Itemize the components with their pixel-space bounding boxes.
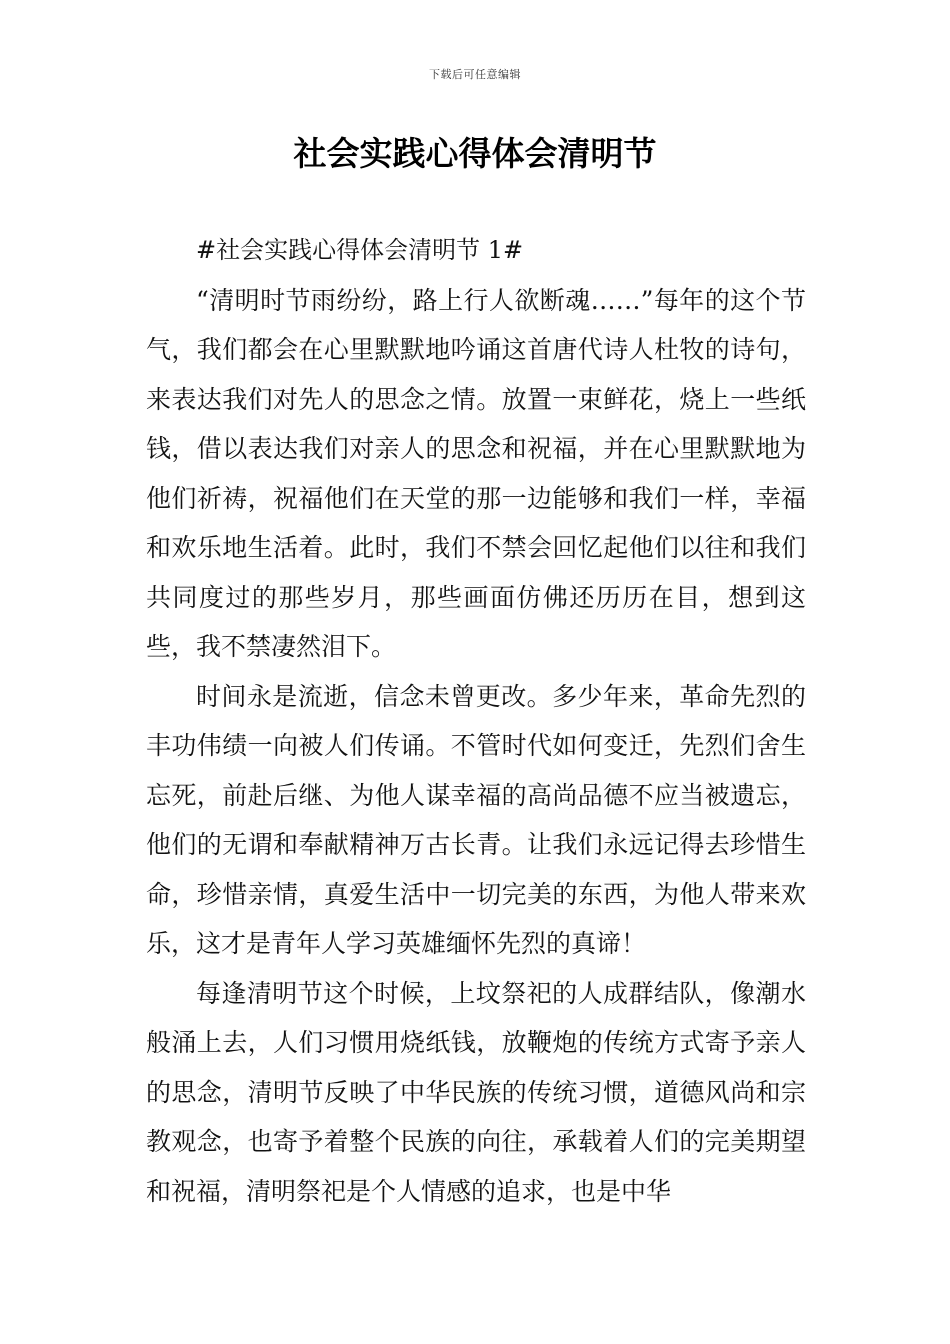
- paragraph-3: 每逢清明节这个时候，上坟祭祀的人成群结队，像潮水般涌上去，人们习惯用烧纸钱，放鞭炮的传统方式寄予亲人的思念，清明节反映了中华民族的传统习惯，道德风尚和宗教观念，也寄予着整个民族的向往，承载着人们的完美期望和祝福，清明祭祀是个人情感的追求，也是中华: [146, 978, 806, 1206]
- paragraph-2: 时间永是流逝，信念未曾更改。多少年来，革命先烈的丰功伟绩一向被人们传诵。不管时代如何变迁，先烈们舍生忘死，前赴后继、为他人谋幸福的高尚品德不应当被遗忘，他们的无谓和奉献精神万古长青。让我们永远记得去珍惜生命，珍惜亲情，真爱生活中一切完美的东西，为他人带来欢乐，这才是青年人学习英雄缅怀先烈的真谛！: [146, 681, 806, 958]
- header-note: 下载后可任意编辑: [429, 68, 521, 81]
- paragraph-1: “清明时节雨纷纷，路上行人欲断魂……”每年的这个节气，我们都会在心里默默地吟诵这首唐代诗人杜牧的诗句，来表达我们对先人的思念之情。放置一束鲜花，烧上一些纸钱，借以表达我们对亲人的思念和祝福，并在心里默默地为他们祈祷，祝福他们在天堂的那一边能够和我们一样，幸福和欢乐地生活着。此时，我们不禁会回忆起他们以往和我们共同度过的那些岁月，那些画面仿佛还历历在目，想到这些，我不禁凄然泪下。: [146, 285, 806, 661]
- section-heading: #社会实践心得体会清明节 1#: [196, 236, 524, 264]
- document-body: [146, 226, 806, 1216]
- document-title: 社会实践心得体会清明节: [293, 134, 657, 173]
